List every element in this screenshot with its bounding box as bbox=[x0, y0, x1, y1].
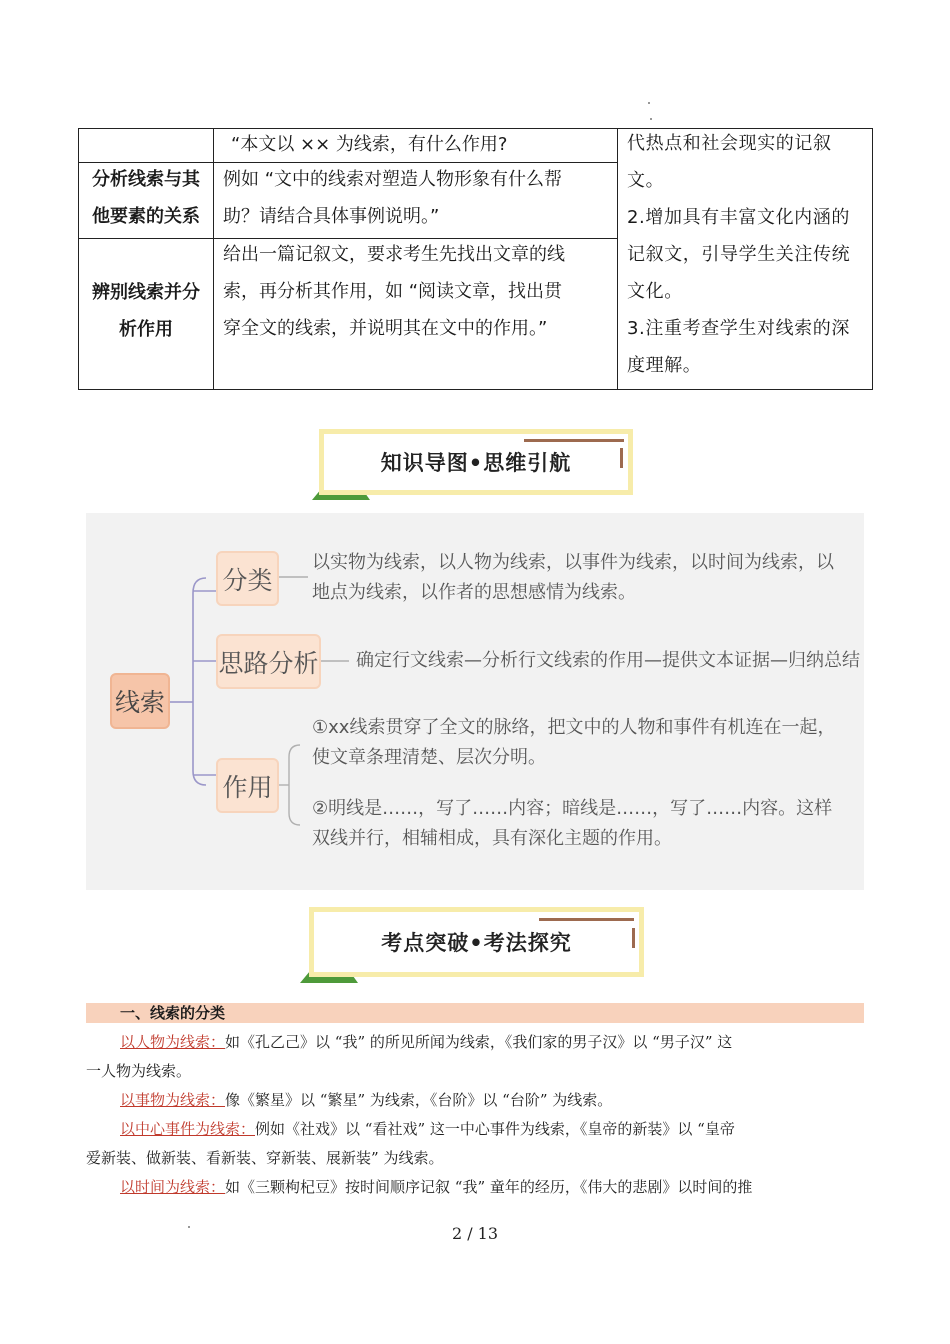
classification-text: 以实物为线索，以人物为线索，以事件为线索，以时间为线索，以 地点为线索，以作者的思想感情为线索。 bbox=[312, 552, 834, 603]
banner-accent bbox=[539, 918, 634, 921]
section-heading: 一、线索的分类 bbox=[86, 1003, 864, 1023]
row3-content: 给出一篇记叙文，要求考生先找出文章的线 索，再分析其作用，如 “阅读文章，找出贯 穿全文的线索，并说明其在文中的作用。” bbox=[223, 244, 565, 339]
mindmap-root-node: 线索 bbox=[110, 673, 170, 729]
banner-accent bbox=[620, 448, 623, 468]
exam-trend-table bbox=[78, 128, 873, 390]
row1-question: “本文以 ×× 为线索，有什么作用? bbox=[231, 134, 508, 155]
table-divider bbox=[617, 129, 618, 389]
mind-map bbox=[86, 513, 864, 890]
clue-type-label: 以人物为线索： bbox=[120, 1033, 226, 1051]
page-number: 2 / 13 bbox=[451, 1224, 499, 1243]
row2-heading: 分析线索与其 他要素的关系 bbox=[92, 169, 200, 227]
function-item-1: ①xx线索贯穿了全文的脉络，把文中的人物和事件有机连在一起， 使文章条理清楚、层次分明。 bbox=[312, 717, 836, 768]
section-banner-mindmap bbox=[319, 429, 633, 495]
banner-accent bbox=[632, 928, 635, 948]
approach-text: 确定行文线索—分析行文线索的作用—提供文本证据—归纳总结 bbox=[356, 650, 860, 671]
trend-column: 代热点和社会现实的记叙 文。 2.增加具有丰富文化内涵的 记叙文，引导学生关注传统 文化。 3.注重考查学生对线索的深 度理解。 bbox=[627, 133, 851, 376]
clue-type-label: 以中心事件为线索： bbox=[120, 1120, 256, 1138]
paragraph-character-clue: 以人物为线索：如《孔乙己》以 “我” 的所见所闻为线索，《我们家的男子汉》以 “男子汉” 这 一人物为线索。 bbox=[86, 1033, 733, 1080]
paragraph-event-clue: 以中心事件为线索：例如《社戏》以 “看社戏” 这一中心事件为线索，《皇帝的新装》以 “皇帝 爱新装、做新装、看新装、穿新装、展新装” 为线索。 bbox=[86, 1120, 735, 1167]
row2-content: 例如 “文中的线索对塑造人物形象有什么帮 助？请结合具体事例说明。” bbox=[223, 169, 563, 227]
function-item-2: ②明线是……，写了……内容；暗线是……，写了……内容。这样 双线并行，相辅相成，具有深化主题的作用。 bbox=[312, 798, 833, 849]
banner-title: 考点突破•考法探究 bbox=[381, 931, 572, 955]
scan-mark bbox=[648, 102, 650, 104]
section-banner-exam bbox=[309, 907, 644, 977]
scan-mark bbox=[650, 118, 652, 120]
table-divider bbox=[213, 129, 214, 389]
banner-accent bbox=[524, 439, 624, 442]
mindmap-node-classification: 分类 bbox=[216, 551, 279, 606]
mindmap-node-function: 作用 bbox=[216, 758, 279, 813]
clue-type-label: 以时间为线索： bbox=[120, 1178, 226, 1196]
row3-heading: 辨别线索并分 析作用 bbox=[92, 282, 200, 340]
paragraph-object-clue: 以事物为线索：像《繁星》以 “繁星” 为线索，《台阶》以 “台阶” 为线索。 bbox=[120, 1091, 613, 1109]
mindmap-node-approach: 思路分析 bbox=[216, 634, 321, 689]
clue-type-label: 以事物为线索： bbox=[120, 1091, 226, 1109]
paragraph-time-clue: 以时间为线索：如《三颗枸杞豆》按时间顺序记叙 “我” 童年的经历，《伟大的悲剧》以时间的推 bbox=[120, 1178, 753, 1196]
banner-title: 知识导图•思维引航 bbox=[380, 451, 572, 475]
